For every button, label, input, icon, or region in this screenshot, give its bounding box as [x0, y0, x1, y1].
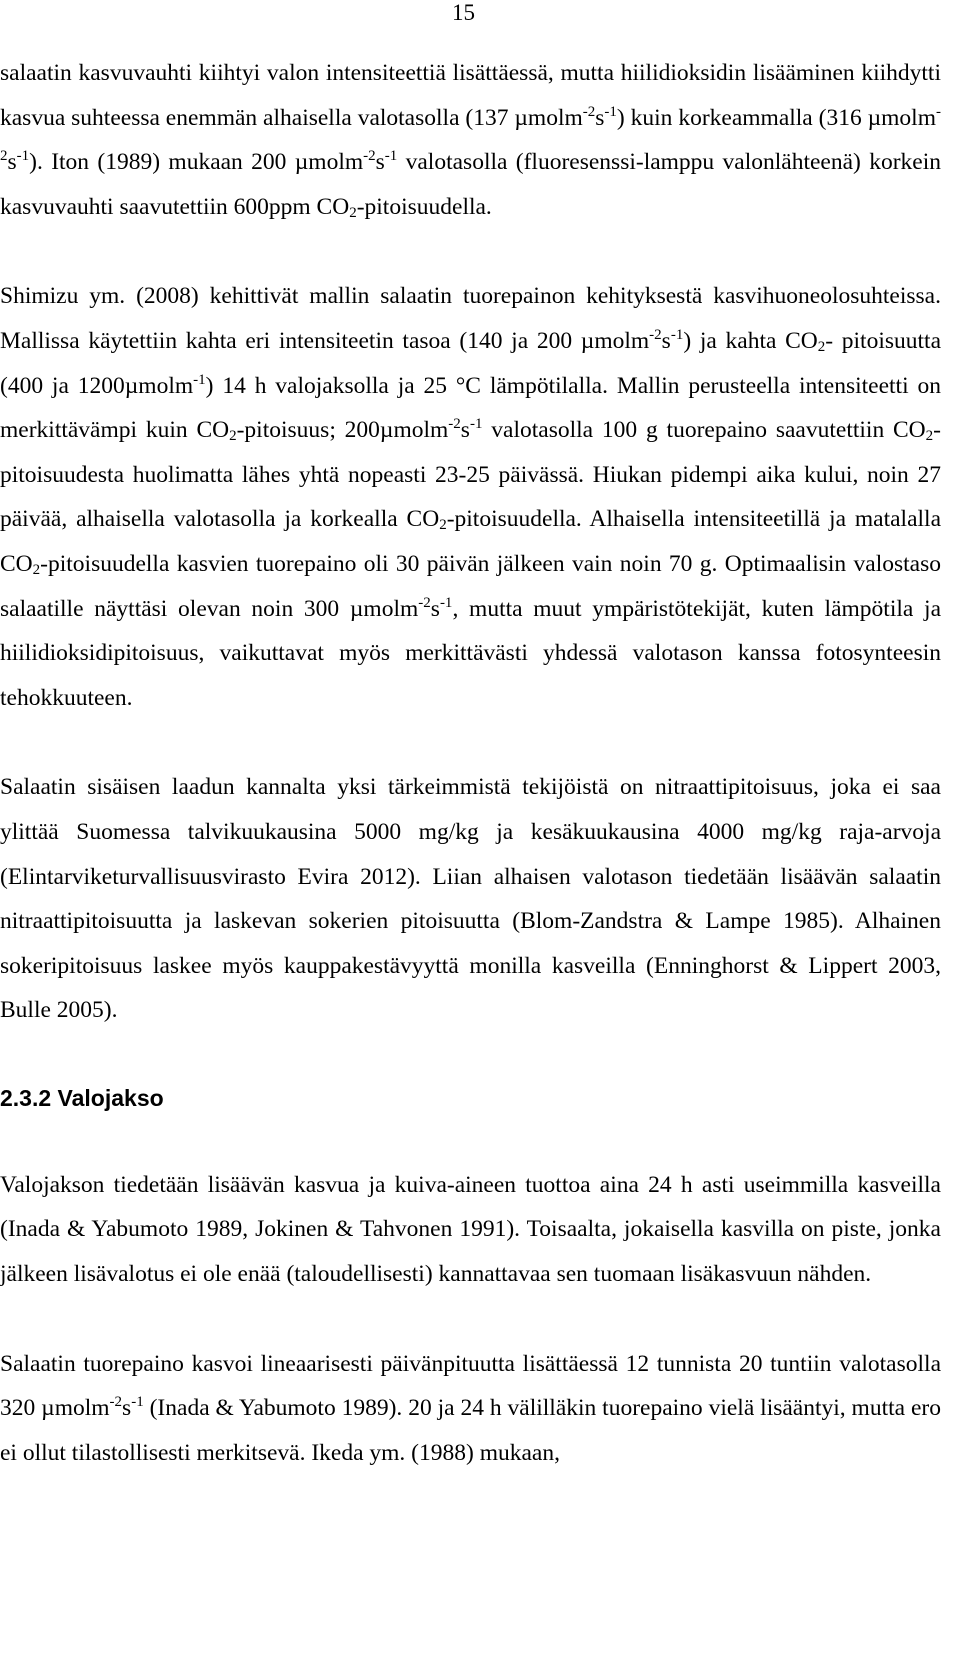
section-heading: 2.3.2 Valojakso: [0, 1084, 164, 1111]
spacer: [0, 720, 941, 765]
paragraph-growth-rate-co2: salaatin kasvuvauhti kiihtyi valon intensiteettiä lisättäessä, mutta hiilidioksidin lisääminen kiihdytti kasvua suhteessa enemmän alhaisella valotasolla (137 $\mu molm^{-2}s^{-1}$) kuin korkeammalla (316 $\mu molm^{-2}s^{-1}$). Iton (1989) mukaan 200 $\mu molm^{-2}s^{-1}$ valotasolla (fluoresenssi-lamppu valonlähteenä) korkein kasvuvauhti saavutettiin 600ppm $CO_2$-pitoisuudella.: [0, 60, 941, 221]
spacer: [0, 1033, 941, 1076]
page-number: 15: [452, 0, 475, 25]
spacer: [0, 1120, 941, 1163]
spacer: [0, 1297, 941, 1342]
spacer: [0, 229, 941, 274]
document-body: [0, 51, 941, 1475]
paragraph-photoperiod: Valojakson tiedetään lisäävän kasvua ja kuiva-aineen tuottoa aina 24 h asti useimmilla kasveilla (Inada & Yabumoto 1989, Jokinen & Tahvonen 1991). Toisaalta, jokaisella kasvilla on piste, jonka jälkeen lisävalotus ei ole enää (taloudellisesti) kannattavaa sen tuomaan lisäkasvuun nähden.: [0, 1171, 941, 1288]
paragraph-nitrate-content: Salaatin sisäisen laadun kannalta yksi tärkeimmistä tekijöistä on nitraattipitoisuus, joka ei saa ylittää Suomessa talvikuukausina 5000 mg/kg ja kesäkuukausina 4000 mg/kg raja-arvoja (Elintarviketurvallisuusvirasto Evira 2012). Liian alhaisen valotason tiedetään lisäävän salaatin nitraattipitoisuutta ja laskevan sokerien pitoisuutta (Blom-Zandstra & Lampe 1985). Alhainen sokeripitoisuus laskee myös kauppakestävyyttä monilla kasveilla (Enninghorst & Lippert 2003, Bulle 2005).: [0, 774, 941, 1024]
paragraph-shimizu-model: Shimizu ym. (2008) kehittivät mallin salaatin tuorepainon kehityksestä kasvihuoneolosuhteissa. Mallissa käytettiin kahta eri intensiteetin tasoa (140 ja 200 $\mu molm^{-2}s^{-1}$) ja kahta $CO_2-$ pitoisuutta (400 ja 1200µmolm$^{-1}$) 14 h valojaksolla ja 25 °C lämpötilalla. Mallin perusteella intensiteetti on merkittävämpi kuin $CO_2$-pitoisuus; $200\mu molm^{-2}s^{-1}$ valotasolla 100 g tuorepaino saavutettiin $CO_2$-pitoisuudesta huolimatta lähes yhtä nopeasti 23-25 päivässä. Hiukan pidempi aika kului, noin 27 päivää, alhaisella valotasolla ja korkealla $CO_2$-pitoisuudella. Alhaisella intensiteetillä ja matalalla $CO_2$-pitoisuudella kasvien tuorepaino oli 30 päivän jälkeen vain noin 70 g. Optimaalisin valostaso salaatille näyttäsi olevan noin 300 $\mu molm^{-2}s^{-1}$, mutta muut ympäristötekijät, kuten lämpötila ja hiilidioksidipitoisuus, vaikuttavat myös merkittävästi yhdessä valotason kanssa fotosynteesin tehokkuuteen.: [0, 283, 942, 711]
paragraph-fresh-weight-daylength: Salaatin tuorepaino kasvoi lineaarisesti päivänpituutta lisättäessä 12 tunnista 20 tuntiin valotasolla 320 $\mu molm^{-2}s^{-1}$ (Inada & Yabumoto 1989). 20 ja 24 h välilläkin tuorepaino vielä lisääntyi, mutta ero ei ollut tilastollisesti merkitsevä. Ikeda ym. (1988) mukaan,: [0, 1350, 941, 1466]
